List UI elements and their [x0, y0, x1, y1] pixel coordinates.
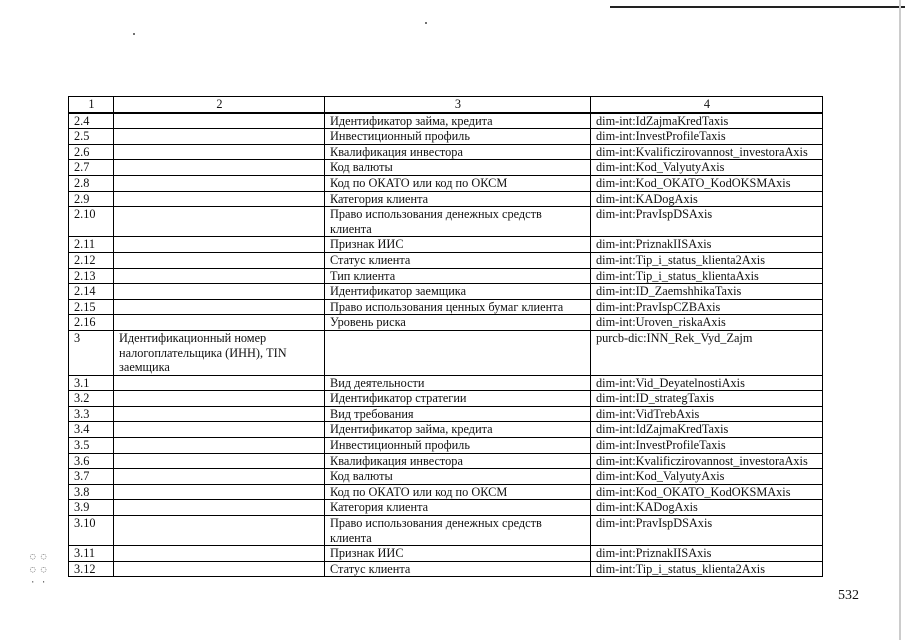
taxonomy-code-cell: dim-int:PravIspCZBAxis — [591, 299, 823, 315]
table-row — [69, 469, 823, 485]
table-row — [69, 330, 823, 375]
table-row — [69, 546, 823, 562]
dimension-description-cell: Идентификатор стратегии — [325, 391, 591, 407]
row-number-cell: 2.13 — [69, 268, 114, 284]
taxonomy-code-cell: dim-int:KADogAxis — [591, 191, 823, 207]
indicator-name-cell — [114, 315, 325, 331]
taxonomy-code-cell: dim-int:Tip_i_status_klientaAxis — [591, 268, 823, 284]
table-row — [69, 207, 823, 237]
row-number-cell: 3.4 — [69, 422, 114, 438]
taxonomy-code-cell: dim-int:PravIspDSAxis — [591, 516, 823, 546]
indicator-name-cell — [114, 516, 325, 546]
margin-scan-mark: ◌ ◌ — [30, 565, 47, 575]
table-row — [69, 299, 823, 315]
table-row — [69, 391, 823, 407]
row-number-cell: 2.6 — [69, 144, 114, 160]
dimension-description-cell: Категория клиента — [325, 191, 591, 207]
dimension-description-cell: Квалификация инвестора — [325, 144, 591, 160]
indicator-name-cell — [114, 546, 325, 562]
indicator-name-cell: Идентификационный номер налогоплательщика (ИНН), TIN заемщика — [114, 330, 325, 375]
dimension-description-cell: Идентификатор займа, кредита — [325, 422, 591, 438]
indicator-name-cell — [114, 299, 325, 315]
dimension-description-cell: Вид деятельности — [325, 375, 591, 391]
row-number-cell: 2.14 — [69, 284, 114, 300]
dimension-description-cell: Право использования денежных средств клиента — [325, 516, 591, 546]
margin-scan-mark: ◌ ◌ — [30, 552, 47, 562]
dimension-description-cell: Признак ИИС — [325, 237, 591, 253]
dimension-description-cell: Инвестиционный профиль — [325, 438, 591, 454]
dimension-description-cell: Вид требования — [325, 406, 591, 422]
dimension-description-cell: Право использования денежных средств клиента — [325, 207, 591, 237]
taxonomy-code-cell: dim-int:Kvalificzirovannost_investoraAxis — [591, 144, 823, 160]
column-header-4: 4 — [591, 97, 823, 113]
table-row — [69, 252, 823, 268]
dimension-description-cell: Признак ИИС — [325, 546, 591, 562]
taxonomy-code-cell: dim-int:Kod_ValyutyAxis — [591, 469, 823, 485]
indicator-name-cell — [114, 207, 325, 237]
indicator-name-cell — [114, 469, 325, 485]
indicator-name-cell — [114, 391, 325, 407]
taxonomy-code-cell: dim-int:Tip_i_status_klienta2Axis — [591, 252, 823, 268]
taxonomy-code-cell: dim-int:Kod_OKATO_KodOKSMAxis — [591, 175, 823, 191]
dimension-description-cell: Право использования ценных бумаг клиента — [325, 299, 591, 315]
indicator-name-cell — [114, 500, 325, 516]
taxonomy-code-cell: purcb-dic:INN_Rek_Vyd_Zajm — [591, 330, 823, 375]
row-number-cell: 3.5 — [69, 438, 114, 454]
indicator-name-cell — [114, 237, 325, 253]
margin-scan-mark: · · — [30, 578, 47, 588]
table-row — [69, 406, 823, 422]
indicator-name-cell — [114, 422, 325, 438]
indicator-name-cell — [114, 160, 325, 176]
table-row — [69, 284, 823, 300]
row-number-cell: 3.10 — [69, 516, 114, 546]
document-table — [68, 96, 823, 577]
row-number-cell: 2.7 — [69, 160, 114, 176]
indicator-name-cell — [114, 438, 325, 454]
taxonomy-code-cell: dim-int:ID_strategTaxis — [591, 391, 823, 407]
top-rule — [610, 6, 905, 8]
taxonomy-code-cell: dim-int:KADogAxis — [591, 500, 823, 516]
dimension-description-cell: Идентификатор займа, кредита — [325, 113, 591, 129]
row-number-cell: 3.3 — [69, 406, 114, 422]
row-number-cell: 3.1 — [69, 375, 114, 391]
column-header-3: 3 — [325, 97, 591, 113]
row-number-cell: 2.12 — [69, 252, 114, 268]
taxonomy-code-cell: dim-int:IdZajmaKredTaxis — [591, 422, 823, 438]
table-row — [69, 191, 823, 207]
table-row — [69, 422, 823, 438]
indicator-name-cell — [114, 284, 325, 300]
dimension-description-cell: Инвестиционный профиль — [325, 129, 591, 145]
table-row — [69, 516, 823, 546]
indicator-name-cell — [114, 268, 325, 284]
taxonomy-code-cell: dim-int:Vid_DeyatelnostiAxis — [591, 375, 823, 391]
dimension-description-cell: Идентификатор заемщика — [325, 284, 591, 300]
indicator-name-cell — [114, 191, 325, 207]
table-row — [69, 453, 823, 469]
row-number-cell: 3.6 — [69, 453, 114, 469]
taxonomy-code-cell: dim-int:PriznakIISAxis — [591, 237, 823, 253]
indicator-name-cell — [114, 175, 325, 191]
indicator-name-cell — [114, 129, 325, 145]
row-number-cell: 3.8 — [69, 484, 114, 500]
table-row — [69, 175, 823, 191]
dimension-description-cell: Тип клиента — [325, 268, 591, 284]
row-number-cell: 2.9 — [69, 191, 114, 207]
taxonomy-code-cell: dim-int:Uroven_riskaAxis — [591, 315, 823, 331]
row-number-cell: 3.9 — [69, 500, 114, 516]
row-number-cell: 2.15 — [69, 299, 114, 315]
taxonomy-code-cell: dim-int:Kod_ValyutyAxis — [591, 160, 823, 176]
table-row — [69, 375, 823, 391]
scan-speck — [133, 33, 135, 35]
dimension-description-cell: Код валюты — [325, 160, 591, 176]
scan-speck — [425, 22, 427, 24]
row-number-cell: 3 — [69, 330, 114, 375]
table-row — [69, 268, 823, 284]
table-row — [69, 113, 823, 129]
page-number: 532 — [838, 588, 859, 603]
table-header-row — [69, 97, 823, 113]
taxonomy-code-cell: dim-int:InvestProfileTaxis — [591, 129, 823, 145]
dimension-description-cell: Квалификация инвестора — [325, 453, 591, 469]
row-number-cell: 2.10 — [69, 207, 114, 237]
indicator-name-cell — [114, 484, 325, 500]
row-number-cell: 2.5 — [69, 129, 114, 145]
taxonomy-code-cell: dim-int:ID_ZaemshhikaTaxis — [591, 284, 823, 300]
indicator-name-cell — [114, 144, 325, 160]
taxonomy-code-cell: dim-int:VidTrebAxis — [591, 406, 823, 422]
table-body — [69, 113, 823, 577]
table-row — [69, 561, 823, 577]
column-header-2: 2 — [114, 97, 325, 113]
row-number-cell: 3.7 — [69, 469, 114, 485]
table-row — [69, 237, 823, 253]
table-row — [69, 315, 823, 331]
dimension-description-cell: Код по ОКАТО или код по ОКСМ — [325, 484, 591, 500]
taxonomy-code-cell: dim-int:InvestProfileTaxis — [591, 438, 823, 454]
row-number-cell: 2.11 — [69, 237, 114, 253]
dimension-description-cell: Код по ОКАТО или код по ОКСМ — [325, 175, 591, 191]
row-number-cell: 3.11 — [69, 546, 114, 562]
indicator-name-cell — [114, 453, 325, 469]
indicator-name-cell — [114, 113, 325, 129]
dimension-description-cell: Код валюты — [325, 469, 591, 485]
indicator-name-cell — [114, 561, 325, 577]
table-row — [69, 144, 823, 160]
row-number-cell: 2.4 — [69, 113, 114, 129]
table-row — [69, 160, 823, 176]
taxonomy-code-cell: dim-int:Tip_i_status_klienta2Axis — [591, 561, 823, 577]
taxonomy-code-cell: dim-int:Kvalificzirovannost_investoraAxis — [591, 453, 823, 469]
indicator-name-cell — [114, 252, 325, 268]
dimension-description-cell — [325, 330, 591, 375]
taxonomy-code-cell: dim-int:IdZajmaKredTaxis — [591, 113, 823, 129]
indicator-name-cell — [114, 406, 325, 422]
taxonomy-code-cell: dim-int:PravIspDSAxis — [591, 207, 823, 237]
row-number-cell: 2.8 — [69, 175, 114, 191]
row-number-cell: 3.12 — [69, 561, 114, 577]
dimension-description-cell: Статус клиента — [325, 252, 591, 268]
dimension-description-cell: Статус клиента — [325, 561, 591, 577]
row-number-cell: 2.16 — [69, 315, 114, 331]
taxonomy-code-cell: dim-int:Kod_OKATO_KodOKSMAxis — [591, 484, 823, 500]
taxonomy-code-cell: dim-int:PriznakIISAxis — [591, 546, 823, 562]
column-header-1: 1 — [69, 97, 114, 113]
table-row — [69, 484, 823, 500]
scan-edge — [899, 0, 901, 640]
indicator-name-cell — [114, 375, 325, 391]
dimension-description-cell: Категория клиента — [325, 500, 591, 516]
table-row — [69, 500, 823, 516]
table-row — [69, 438, 823, 454]
table-row — [69, 129, 823, 145]
row-number-cell: 3.2 — [69, 391, 114, 407]
dimension-description-cell: Уровень риска — [325, 315, 591, 331]
